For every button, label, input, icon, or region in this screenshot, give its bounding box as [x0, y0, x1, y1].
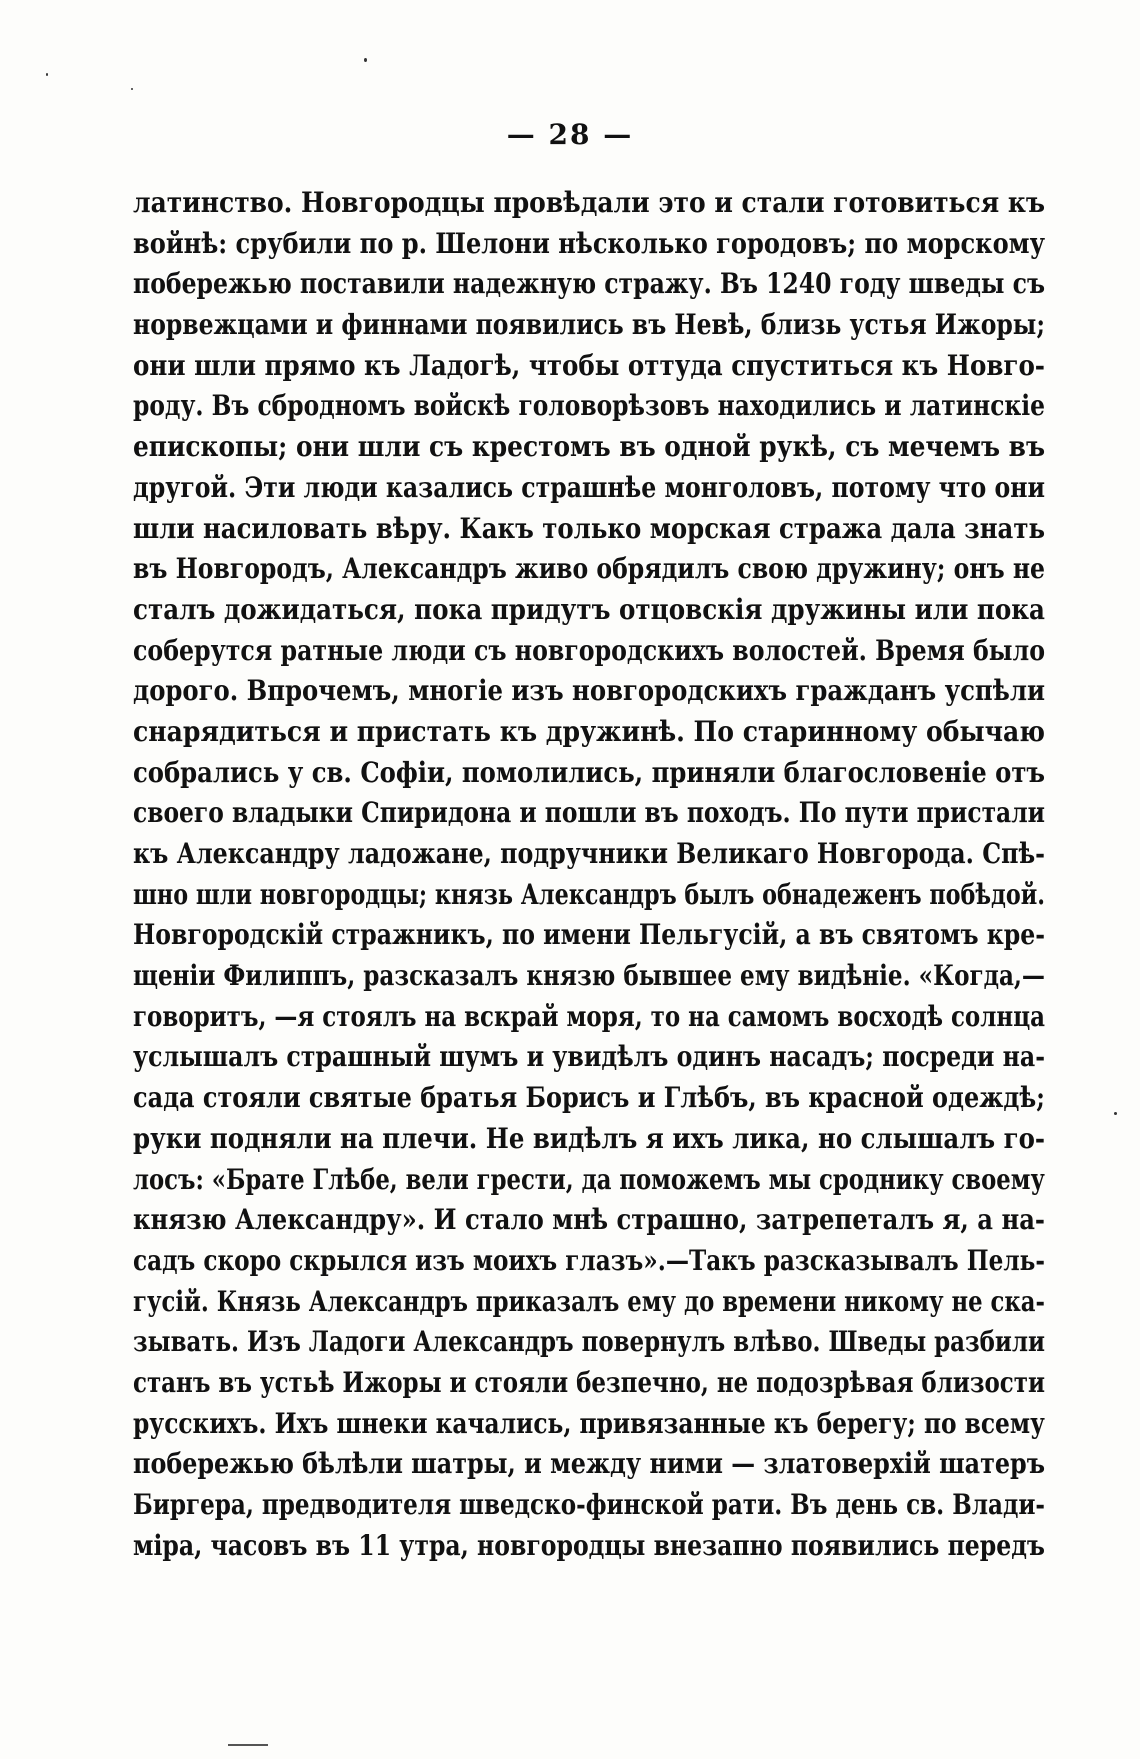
text-line: говоритъ, —я стоялъ на вскрай моря, то на самомъ восходѣ солнца [133, 999, 1045, 1033]
text-line: зывать. Изъ Ладоги Александръ повернулъ влѣво. Шведы разбили [133, 1325, 1045, 1359]
text-line: гусій. Князь Александръ приказалъ ему до времени никому не ска- [133, 1284, 1045, 1318]
text-line: къ Александру ладожане, подручники Великаго Новгорода. Спѣ- [133, 837, 1045, 870]
text-line: князю Александру». И стало мнѣ страшно, затрепеталъ я, а на- [133, 1203, 1045, 1237]
text-line: норвежцами и финнами появились въ Невѣ, близь устья Ижоры; [133, 308, 1045, 342]
text-line: руки подняли на плечи. Не видѣлъ я ихъ лика, но слышалъ го- [133, 1121, 1045, 1155]
text-line: міра, часовъ въ 11 утра, новгородцы внезапно появились передъ [133, 1528, 1045, 1562]
text-line: русскихъ. Ихъ шнеки качались, привязанные къ берегу; по всему [133, 1406, 1045, 1440]
text-line: сада стояли святые братья Борисъ и Глѣбъ, въ красной одеждѣ; [133, 1081, 1045, 1115]
text-line: побережью поставили надежную стражу. Въ 1240 году шведы съ [133, 267, 1045, 301]
text-line: войнѣ: срубили по р. Шелони нѣсколько городовъ; по морскому [133, 226, 1045, 260]
text-line: шли насиловать вѣру. Какъ только морская стража дала знать [133, 511, 1045, 545]
text-line: садъ скоро скрылся изъ моихъ глазъ».—Такъ разсказывалъ Пель- [133, 1243, 1045, 1277]
ink-speck [46, 73, 48, 76]
printer-mark [228, 1744, 268, 1746]
text-line: латинство. Новгородцы провѣдали это и стали готовиться къ [133, 186, 1045, 219]
ink-speck [131, 88, 133, 90]
text-line: сталъ дожидаться, пока придутъ отцовскія дружины или пока [133, 592, 1045, 626]
ink-speck [1114, 1112, 1117, 1115]
text-line: Новгородскій стражникъ, по имени Пельгусій, а въ святомъ кре- [133, 918, 1045, 952]
text-line: шно шли новгородцы; князь Александръ былъ обнадеженъ побѣдой. [133, 877, 1045, 911]
text-line: своего владыки Спиридона и пошли въ походъ. По пути пристали [133, 796, 1045, 830]
text-line: соберутся ратные люди съ новгородскихъ волостей. Время было [133, 633, 1045, 667]
text-line: другой. Эти люди казались страшнѣе монголовъ, потому что они [133, 470, 1045, 504]
text-line: снарядиться и пристать къ дружинѣ. По старинному обычаю [133, 714, 1045, 748]
page-number: — 28 — [506, 118, 634, 151]
text-line: Биргера, предводителя шведско-финской рати. Въ день св. Влади- [133, 1488, 1045, 1521]
text-line: станъ въ устьѣ Ижоры и стояли безпечно, не подозрѣвая близости [133, 1365, 1045, 1399]
text-line: епископы; они шли съ крестомъ въ одной рукѣ, съ мечемъ въ [133, 430, 1045, 464]
ink-speck [364, 58, 367, 62]
text-line: роду. Въ сбродномъ войскѣ головорѣзовъ находились и латинскіе [133, 389, 1045, 423]
body-text [133, 183, 1045, 1566]
text-line: дорого. Впрочемъ, многіе изъ новгородскихъ гражданъ успѣли [133, 674, 1045, 708]
text-line: въ Новгородъ, Александръ живо обрядилъ свою дружину; онъ не [133, 552, 1045, 586]
text-line: щеніи Филиппъ, разсказалъ князю бывшее ему видѣніе. «Когда,— [133, 959, 1045, 993]
text-line: услышалъ страшный шумъ и увидѣлъ одинъ насадъ; посреди на- [133, 1040, 1045, 1074]
text-line: они шли прямо къ Ладогѣ, чтобы оттуда спуститься къ Новго- [133, 348, 1045, 382]
text-line: собрались у св. Софіи, помолились, приняли благословеніе отъ [133, 755, 1045, 789]
text-line: побережью бѣлѣли шатры, и между ними — златоверхій шатеръ [133, 1447, 1045, 1481]
text-line: лосъ: «Брате Глѣбе, вели грести, да поможемъ мы сроднику своему [133, 1162, 1045, 1196]
